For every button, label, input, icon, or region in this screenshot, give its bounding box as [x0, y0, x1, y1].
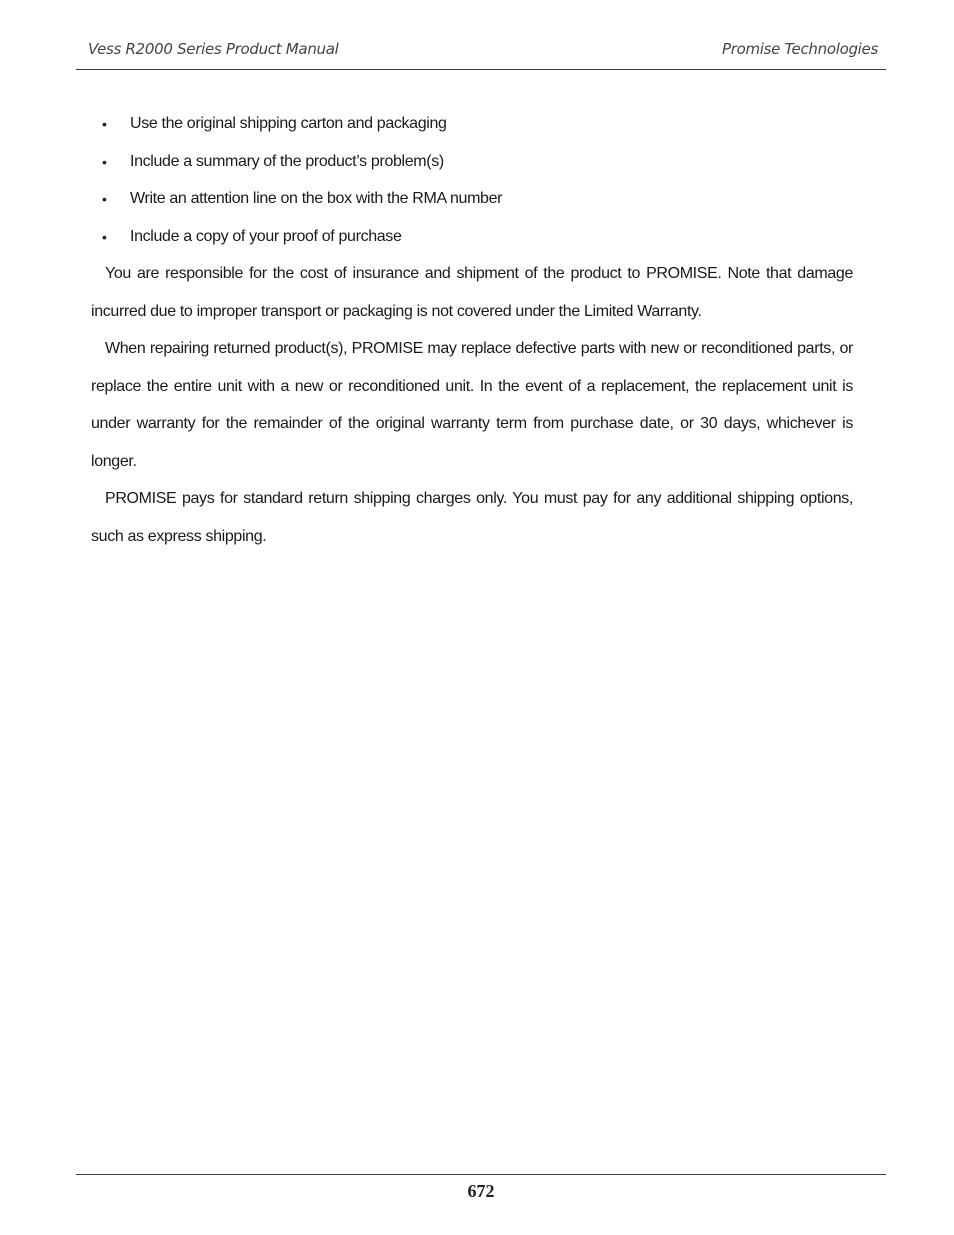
list-item — [91, 110, 853, 148]
page-number: 672 — [467, 1181, 495, 1201]
list-item-text: Write an attention line on the box with the RMA number — [130, 190, 503, 207]
manual-title: Vess R2000 Series Product Manual — [88, 40, 339, 58]
list-item — [91, 148, 853, 186]
shipping-paragraph: PROMISE pays for standard return shipping charges only. You must pay for any additional shipping options, such as express shipping. — [91, 490, 853, 545]
list-item — [91, 185, 853, 223]
bullet-icon: • — [102, 153, 107, 170]
page-body — [91, 110, 853, 560]
list-item-text: Use the original shipping carton and packaging — [130, 115, 447, 132]
bullet-icon: • — [102, 116, 107, 132]
bullet-icon: • — [102, 228, 107, 245]
list-item-text: Include a copy of your proof of purchase — [130, 227, 402, 245]
bullet-icon: • — [102, 191, 107, 207]
return-instructions-list — [91, 110, 853, 260]
page-header — [76, 38, 886, 70]
company-name: Promise Technologies — [721, 40, 878, 58]
list-item-text: Include a summary of the product’s problem(s) — [130, 152, 444, 170]
insurance-paragraph: You are responsible for the cost of insurance and shipment of the product to PROMISE. Note that damage incurred due to improper transport or packaging is not covered under the Limited Warranty. — [91, 265, 853, 320]
repair-paragraph: When repairing returned product(s), PROMISE may replace defective parts with new or reconditioned parts, or replace the entire unit with a new or reconditioned unit. In the event of a replacement, the replacement unit is under warranty for the remainder of the original warranty term from purchase date, or 30 days, whichever is longer. — [91, 340, 853, 470]
page-footer — [76, 1174, 886, 1202]
